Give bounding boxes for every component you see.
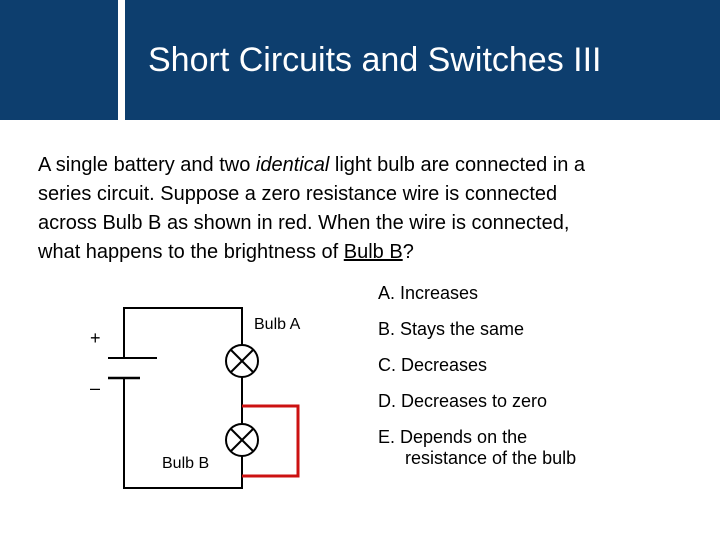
question-line-1-start: A single battery and two bbox=[38, 154, 256, 176]
answer-e[interactable] bbox=[378, 427, 576, 469]
bulb-b bbox=[226, 424, 258, 456]
question-emphasis: identical bbox=[255, 154, 330, 176]
answer-a[interactable]: A. Increases bbox=[378, 283, 479, 303]
positive-terminal-sign: + bbox=[90, 328, 101, 348]
wire-top-left bbox=[124, 308, 242, 358]
bulb-b-label: Bulb B bbox=[162, 455, 210, 472]
question-line-3: across Bulb B as shown in red. When the wire is connected, bbox=[38, 212, 570, 234]
slide-title: Short Circuits and Switches III bbox=[148, 41, 602, 79]
question-underlined-term: Bulb B bbox=[343, 241, 403, 263]
question-line-4-start: what happens to the brightness of bbox=[38, 241, 344, 263]
answer-d[interactable]: D. Decreases to zero bbox=[378, 391, 548, 411]
bulb-a bbox=[226, 345, 258, 377]
question-line-2: series circuit. Suppose a zero resistance wire is connected bbox=[38, 183, 558, 205]
question-line-1-end: light bulb are connected in a bbox=[329, 154, 586, 176]
answer-c[interactable]: C. Decreases bbox=[378, 355, 488, 375]
question-mark: ? bbox=[402, 241, 414, 263]
negative-terminal-sign: – bbox=[90, 378, 101, 398]
bulb-a-label: Bulb A bbox=[254, 316, 301, 333]
answer-b[interactable]: B. Stays the same bbox=[378, 319, 525, 339]
answer-e-line-1: E. Depends on the bbox=[378, 427, 528, 447]
answer-e-line-2: resistance of the bulb bbox=[405, 448, 577, 468]
